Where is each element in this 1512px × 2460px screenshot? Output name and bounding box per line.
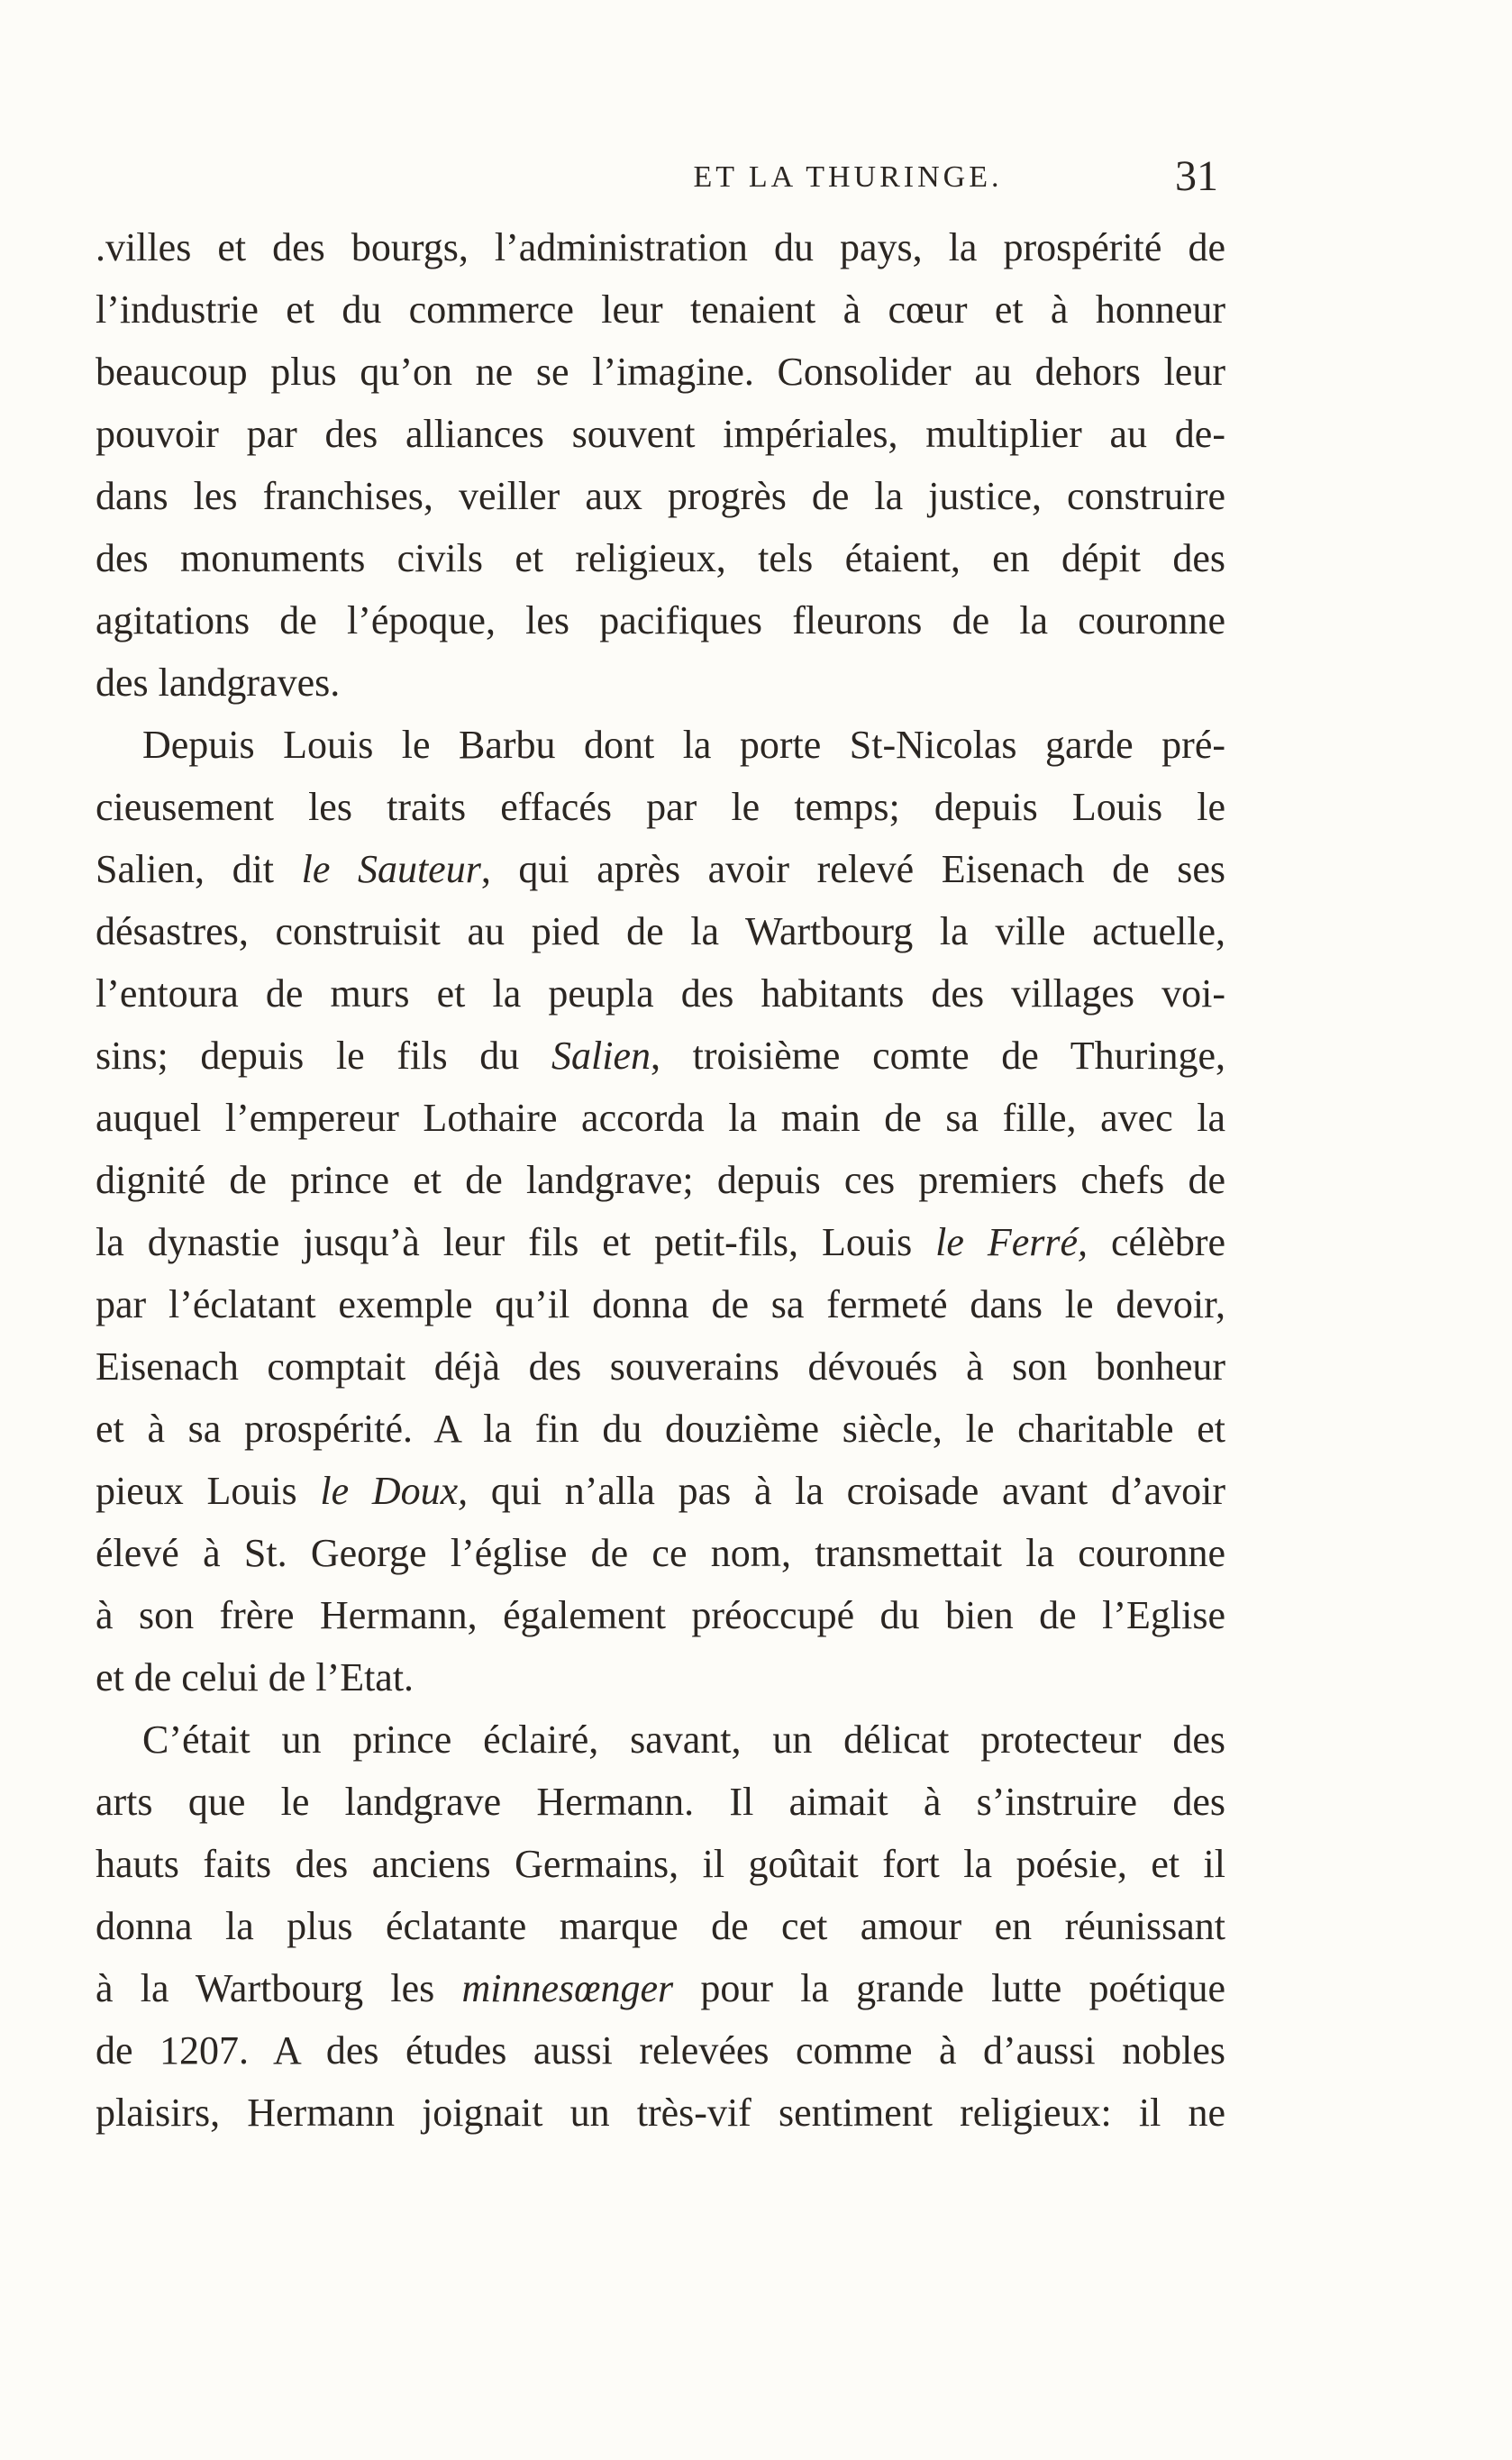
- text-line: [96, 1460, 1225, 1522]
- text-line: cieusement les traits effacés par le temps; depuis Louis le: [96, 785, 1225, 829]
- text-segment: sins; depuis le fils du: [96, 1034, 551, 1078]
- text-line: [96, 1957, 1225, 2019]
- text-line: à son frère Hermann, également préoccupé du bien de l’Eglise: [96, 1593, 1225, 1637]
- text-segment: célèbre: [1088, 1220, 1225, 1264]
- text-segment: Salien, dit: [96, 847, 302, 891]
- text-line: Eisenach comptait déjà des souverains dévoués à son bonheur: [96, 1344, 1225, 1389]
- text-line: pouvoir par des alliances souvent impériales, multiplier au de-: [96, 412, 1225, 456]
- text-line: dans les franchises, veiller aux progrès de la justice, construire: [96, 474, 1225, 518]
- text-line: plaisirs, Hermann joignait un très-vif sentiment religieux: il ne: [96, 2091, 1225, 2135]
- italic-term: le Doux,: [320, 1469, 469, 1513]
- text-segment: , qui après avoir relevé Eisenach de ses: [480, 847, 1225, 891]
- text-line: élevé à St. George l’église de ce nom, transmettait la couronne: [96, 1531, 1225, 1575]
- text-line: et à sa prospérité. A la fin du douzième siècle, le charitable et: [96, 1407, 1225, 1451]
- text-line: Depuis Louis le Barbu dont la porte St-Nicolas garde pré-: [142, 723, 1225, 767]
- italic-term: le Sauteur: [301, 847, 481, 891]
- text-line: beaucoup plus qu’on ne se l’imagine. Consolider au dehors leur: [96, 350, 1225, 394]
- text-line: donna la plus éclatante marque de cet amour en réunissant: [96, 1904, 1225, 1948]
- text-segment: la dynastie jusqu’à leur fils et petit-fils, Louis: [96, 1220, 936, 1264]
- text-line: [96, 838, 1225, 900]
- text-segment: à la Wartbourg les: [96, 1966, 462, 2010]
- italic-term: Salien: [551, 1034, 651, 1078]
- page-number: 31: [1175, 152, 1218, 200]
- text-line: l’industrie et du commerce leur tenaient à cœur et à honneur: [96, 287, 1225, 332]
- text-line: par l’éclatant exemple qu’il donna de sa fermeté dans le devoir,: [96, 1282, 1225, 1326]
- text-line: [96, 1211, 1225, 1273]
- italic-term: minnesœnger: [461, 1966, 674, 2010]
- text-segment: , troisième comte de Thuringe,: [650, 1034, 1225, 1078]
- text-line: C’était un prince éclairé, savant, un délicat protecteur des: [142, 1717, 1225, 1762]
- text-line: .villes et des bourgs, l’administration du pays, la prospérité de: [96, 225, 1225, 269]
- running-title: ET LA THURINGE.: [693, 160, 1003, 194]
- text-segment: pour la grande lutte poétique: [673, 1966, 1225, 2010]
- text-line: désastres, construisit au pied de la Wartbourg la ville actuelle,: [96, 909, 1225, 953]
- text-line: de 1207. A des études aussi relevées comme à d’aussi nobles: [96, 2028, 1225, 2073]
- text-line: des landgraves.: [96, 661, 341, 705]
- text-line: et de celui de l’Etat.: [96, 1655, 414, 1699]
- italic-term: le Ferré,: [935, 1220, 1088, 1264]
- text-line: dignité de prince et de landgrave; depuis ces premiers chefs de: [96, 1158, 1225, 1202]
- text-segment: qui n’alla pas à la croisade avant d’avoir: [468, 1469, 1225, 1513]
- body-text: [96, 216, 1225, 2144]
- text-segment: pieux Louis: [96, 1469, 321, 1513]
- text-line: l’entoura de murs et la peupla des habitants des villages voi-: [96, 971, 1225, 1016]
- running-head: [478, 151, 1218, 205]
- text-line: des monuments civils et religieux, tels étaient, en dépit des: [96, 536, 1225, 580]
- text-line: hauts faits des anciens Germains, il goûtait fort la poésie, et il: [96, 1842, 1225, 1886]
- text-line: [96, 1025, 1225, 1087]
- text-line: auquel l’empereur Lothaire accorda la main de sa fille, avec la: [96, 1096, 1225, 1140]
- text-line: agitations de l’époque, les pacifiques fleurons de la couronne: [96, 598, 1225, 642]
- text-line: arts que le landgrave Hermann. Il aimait à s’instruire des: [96, 1780, 1225, 1824]
